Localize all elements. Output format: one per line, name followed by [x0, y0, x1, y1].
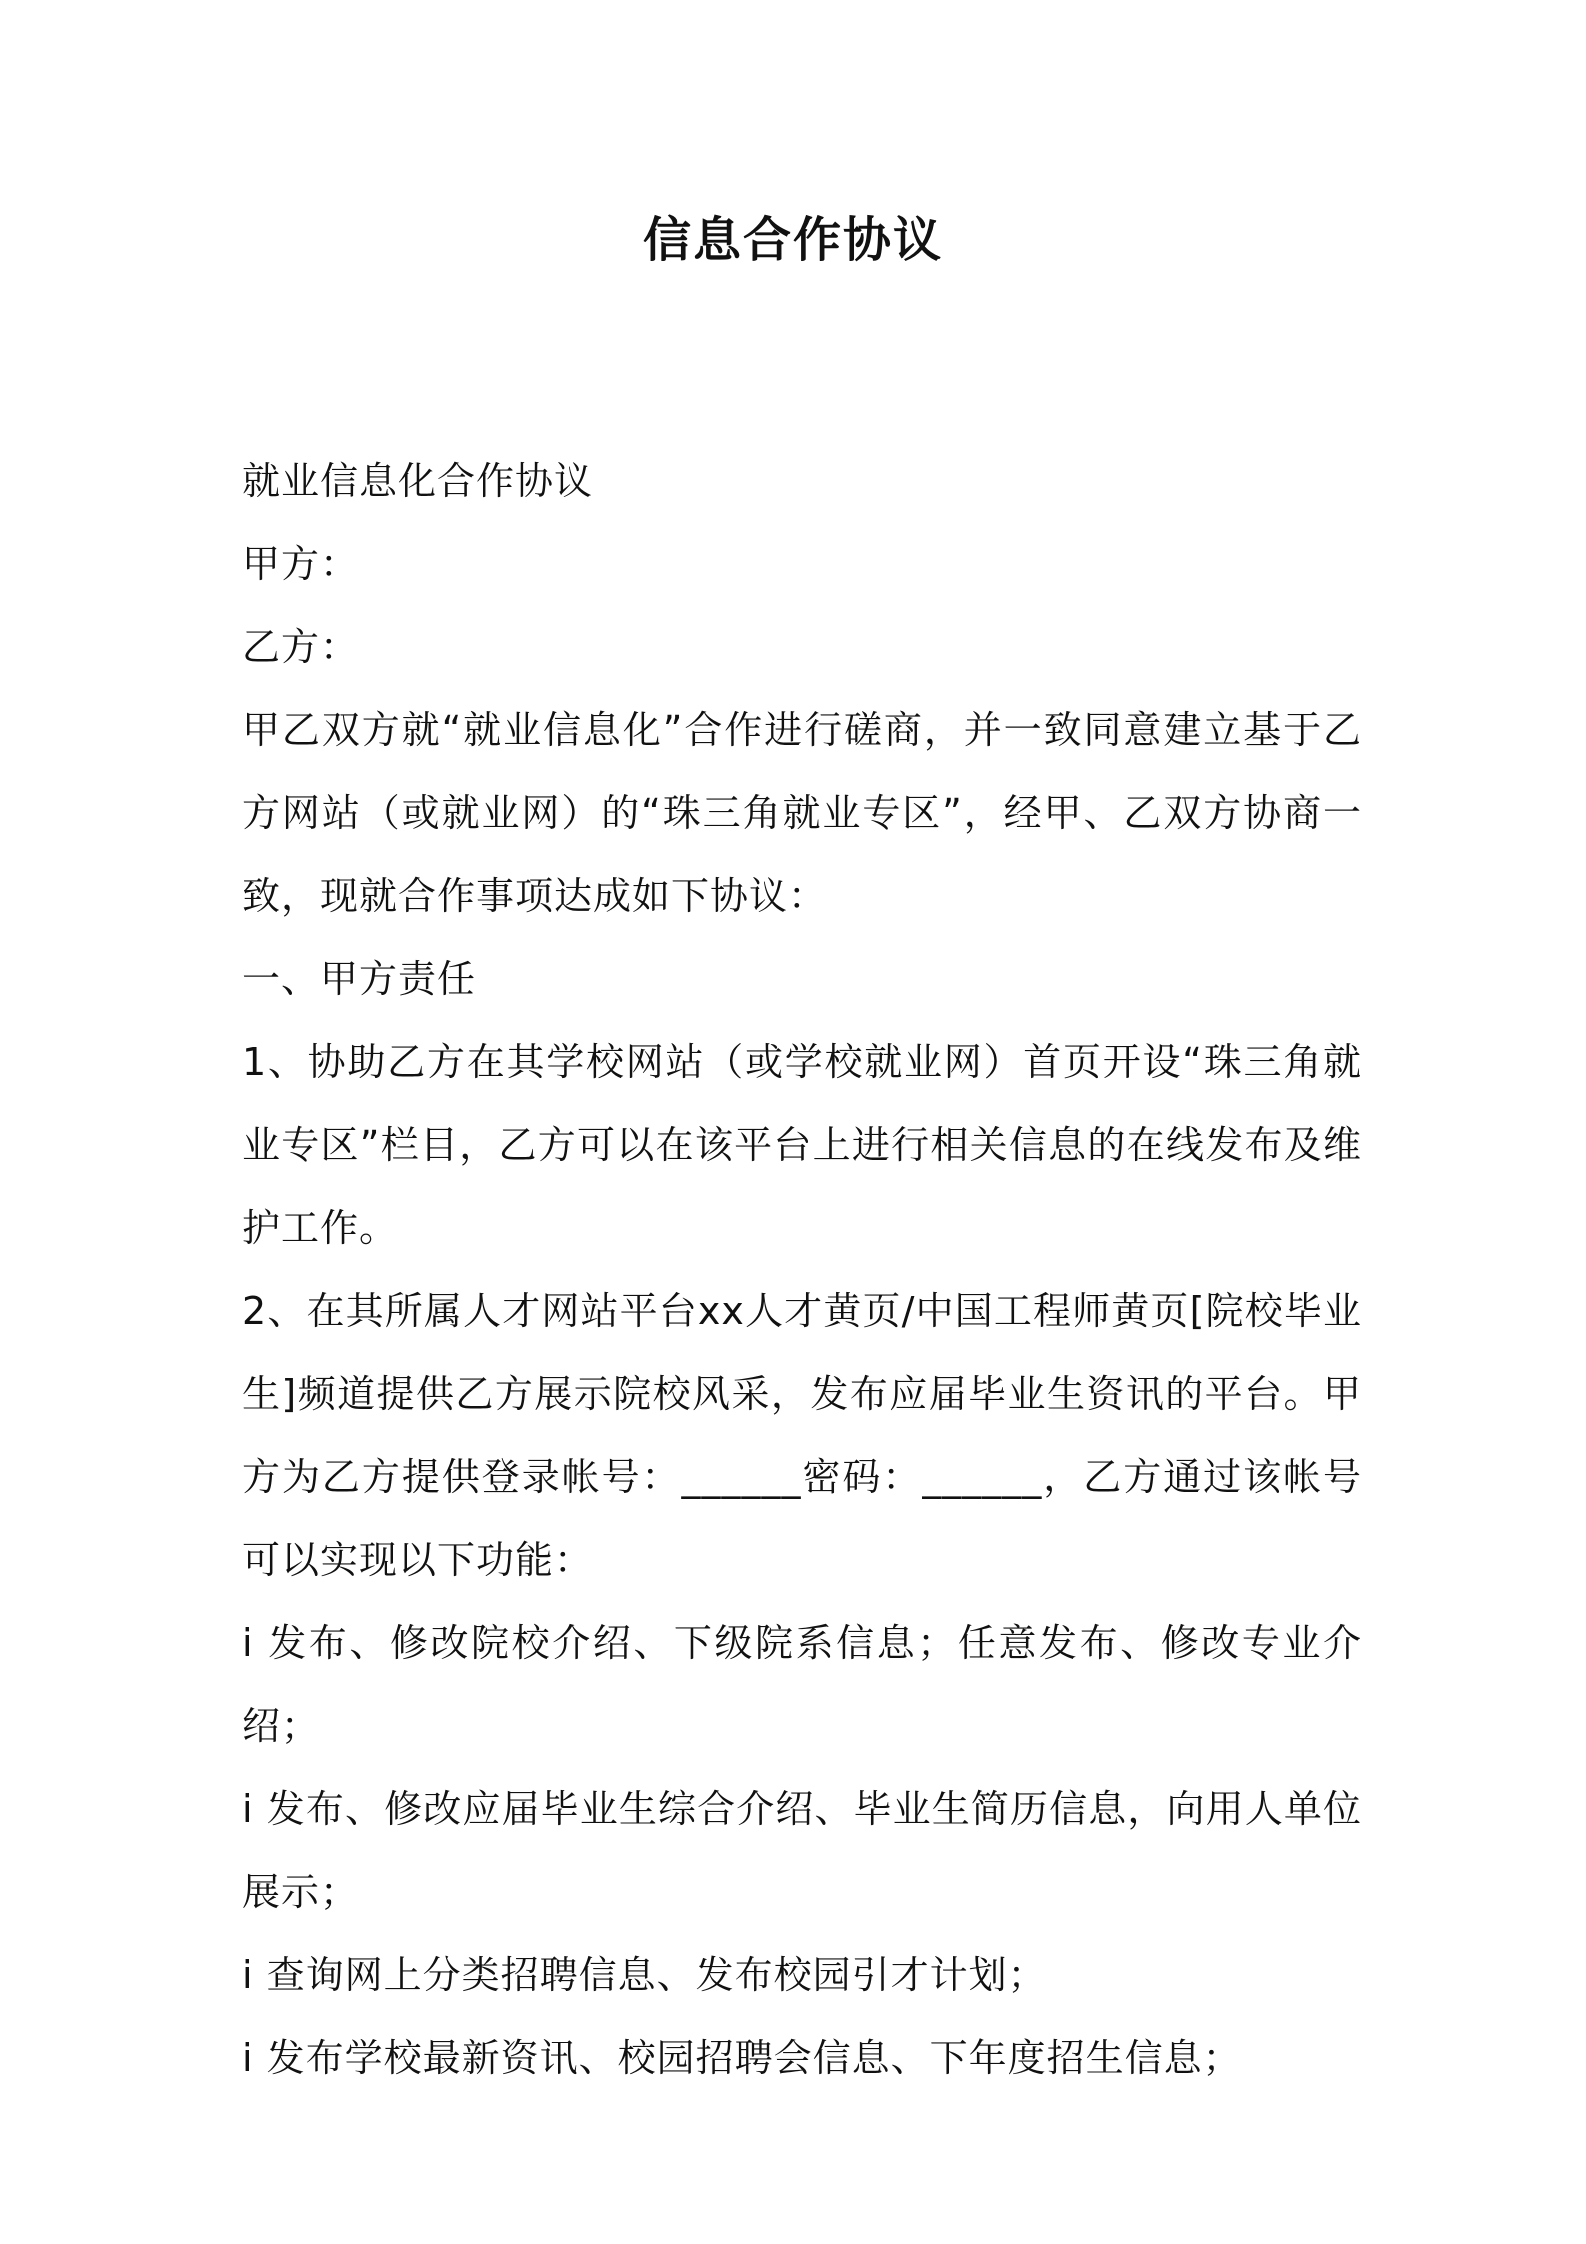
clause-2-paragraph: 2、在其所属人才网站平台xx人才黄页/中国工程师黄页[院校毕业生]频道提供乙方展示院校风采，发布应届毕业生资讯的平台。甲方为乙方提供登录帐号：______密码：______，乙方通过该帐号可以实现以下功能： — [242, 1289, 1362, 1582]
section-heading-party-a-responsibility: 一、甲方责任 — [242, 957, 477, 1001]
feature-item: i 查询网上分类招聘信息、发布校园引才计划； — [242, 1953, 1047, 1997]
intro-paragraph: 甲乙双方就“就业信息化”合作进行磋商，并一致同意建立基于乙方网站（或就业网）的“珠三角就业专区”，经甲、乙双方协商一致，现就合作事项达成如下协议： — [242, 708, 1362, 918]
document-body — [242, 440, 1362, 2100]
party-b-line: 乙方： — [242, 625, 360, 669]
party-a-line: 甲方： — [242, 542, 360, 586]
feature-item: i 发布、修改应届毕业生综合介绍、毕业生简历信息，向用人单位展示； — [242, 1787, 1362, 1914]
document-title: 信息合作协议 — [642, 212, 943, 268]
feature-item: i 发布、修改院校介绍、下级院系信息；任意发布、修改专业介绍； — [242, 1621, 1362, 1748]
subtitle-paragraph: 就业信息化合作协议 — [242, 459, 594, 503]
feature-item: i 发布学校最新资讯、校园招聘会信息、下年度招生信息； — [242, 2036, 1242, 2080]
clause-1-paragraph: 1、协助乙方在其学校网站（或学校就业网）首页开设“珠三角就业专区”栏目，乙方可以在该平台上进行相关信息的在线发布及维护工作。 — [242, 1040, 1362, 1250]
